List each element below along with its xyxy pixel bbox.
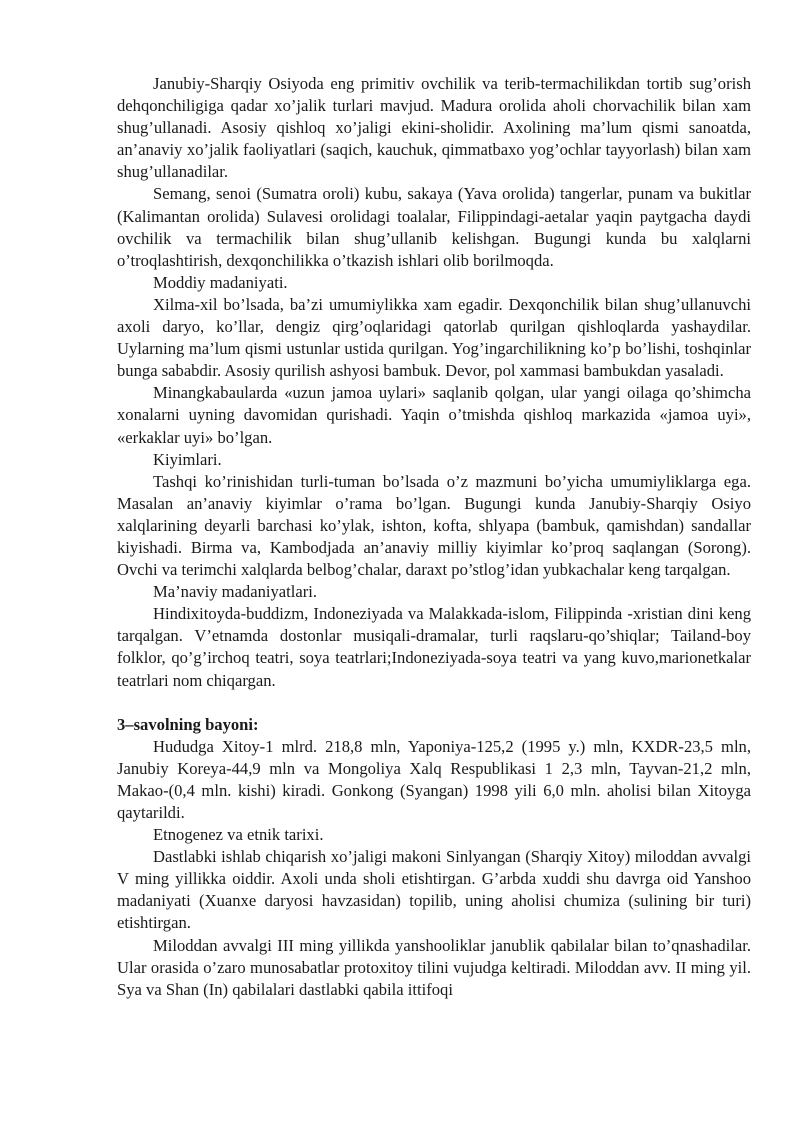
paragraph-religion-arts: Hindixitoyda-buddizm, Indoneziyada va Malakkada-islom, Filippinda -xristian dini keng tarqalgan. V’etnamda dostonlar musiqali-dramalar, turli raqslaru-qo’shiqlar; Tailand-boy folklor, qo’g’irchoq teatri, soya teatrlari;Indoneziyada-soya teatri va yang kuvo,marionetkalar teatrlari nom chiqargan. <box>117 604 751 690</box>
subheading-clothing: Kiyimlari. <box>153 449 222 469</box>
subheading-ethnogenesis: Etnogenez va etnik tarixi. <box>153 825 324 845</box>
subheading-material-culture: Moddiy madaniyati. <box>153 272 288 292</box>
paragraph-clothing: Tashqi ko’rinishidan turli-tuman bo’lsada o’z mazmuni bo’yicha umumiyliklarga ega. Masalan an’anaviy kiyimlar o’rama bo’lgan. Bugungi kunda Janubiy-Sharqiy Osiyo xalqlarining deyarli barchasi ko’ylak, ishton, kofta, shlyapa (bambuk, qamishdan) sandallar kiyishadi. Birma va, Kambodjada an’anaviy milliy kiyimlar ko’proq saqlangan (Sorong). Ovchi va terimchi xalqlarda belbog’chalar, daraxt po’stlog’idan yubkachalar keng tarqalgan. <box>117 471 751 580</box>
section-heading: 3–savolning bayoni: <box>117 714 259 734</box>
subheading-spiritual-culture: Ma’naviy madaniyatlari. <box>153 582 318 602</box>
paragraph-tribal-unions: Miloddan avvalgi III ming yillikda yanshoolіklar janublik qabilalar bilan to’qnashadilar. Ular orasida o’zaro munosabatlar protoxitoy tilini vujudga keltiradi. Miloddan avv. II ming yil. Sya va Shan (In) qabilalari dastlabki qabila ittifoqi <box>117 935 751 999</box>
paragraph-long-houses: Minangkabaularda «uzun jamoa uylari» saqlanib qolgan, ular yangi oilaga qo’shimcha xonalarni uyning davomidan qurishadi. Yaqin o’tmishda qishloq markazida «jamoa uyi», «erkaklar uyi» bo’lgan. <box>117 383 751 447</box>
paragraph-early-economy: Dastlabki ishlab chiqarish xo’jaligi makoni Sinlyangan (Sharqiy Xitoy) miloddan avvalgi V ming yillikka oiddir. Axoli unda sholi etishtirgan. G’arbda xuddi shu davrga oid Yanshoo madaniyati (Xuanxe daryosi havzasidan) topilib, uning aholisi chumiza (sulining bir turi) etishtirgan. <box>117 847 751 933</box>
paragraph-settlements: Xilma-xil bo’lsada, ba’zi umumiylikka xam egadir. Dexqonchilik bilan shug’ullanuvchi axoli daryo, ko’llar, dengiz qirg’oqlaridagi qatorlab qurilgan qishloqlarda yashaydilar. Uylarning ma’lum qismi ustunlar ustida qurilgan. Yog’ingarchilikning ko’p bo’lishi, toshqinlar bunga sababdir. Asosiy qurilish ashyosi bambuk. Devor, pol xammasi bambukdan yasaladi. <box>117 294 751 381</box>
paragraph-economy: Janubiy-Sharqiy Osiyoda eng primitiv ovchilik va terib-termachilikdan tortib sug’orish dehqonchiligiga qadar xo’jalik turlari mavjud. Madura orolida aholi chorvachilik bilan xam shug’ullanadi. Asosiy qishloq xo’jaligi ekini-sholidir. Axolining ma’lum qismi sanoatda, an’anaviy xo’jalik faoliyatlari (saqich, kauchuk, qimmatbaxo yog’ochlar tayyorlash) bilan xam shug’ullanadilar. <box>117 74 751 182</box>
paragraph-population: Hududga Xitoy-1 mlrd. 218,8 mln, Yaponiya-125,2 (1995 y.) mln, KXDR-23,5 mln, Janubiy Koreya-44,9 mln va Mongoliya Xalq Respublikasi 1 2,3 mln, Tayvan-21,2 mln, Makao-(0,4 mln. kishi) kiradi. Gonkong (Syangan) 1998 yili 6,0 mln. aholisi bilan Xitoyga qaytarildi. <box>117 736 751 822</box>
paragraph-hunter-gatherers: Semang, senoi (Sumatra oroli) kubu, sakaya (Yava orolida) tangerlar, punam va bukitlar (Kalimantan orolida) Sulavesi orolidagi toalalar, Filippindagi-aetalar yaqin paytgacha daydi ovchilik va termachilik bilan shug’ullanib kelishgan. Bugungi kunda bu xalqlarni o’troqlashtirish, dexqonchilikka o’tkazish ishlari olib borilmoqda. <box>117 184 751 270</box>
